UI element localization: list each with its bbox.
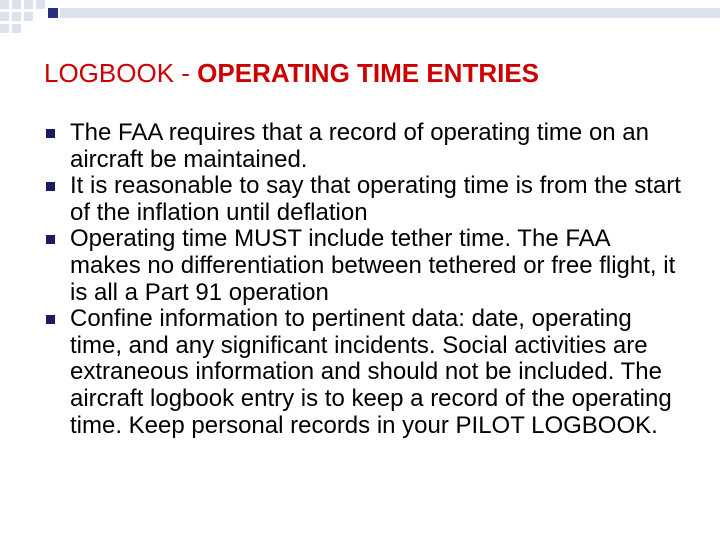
square-bullet-icon bbox=[46, 235, 55, 244]
deco-bar bbox=[60, 8, 720, 18]
bullet-text: The FAA requires that a record of operating time on an aircraft be maintained. bbox=[70, 119, 649, 173]
bullet-item bbox=[44, 226, 684, 306]
deco-square bbox=[48, 8, 58, 18]
slide-title bbox=[44, 54, 704, 92]
square-bullet-icon bbox=[46, 315, 55, 324]
slide-title-prefix: LOGBOOK - bbox=[44, 58, 198, 88]
slide-title-main: OPERATING TIME ENTRIES bbox=[197, 58, 540, 88]
deco-square bbox=[36, 0, 45, 9]
deco-square bbox=[0, 0, 9, 9]
square-bullet-icon bbox=[46, 129, 55, 138]
bullet-item bbox=[44, 306, 684, 439]
bullet-list bbox=[44, 120, 684, 439]
deco-square bbox=[12, 12, 21, 21]
bullet-text: It is reasonable to say that operating time is from the start of the inflation until deflation bbox=[70, 172, 681, 226]
deco-square bbox=[0, 12, 9, 21]
bullet-text: Confine information to pertinent data: date, operating time, and any significant incidents. Social activities are extraneous information and should not be included. The aircraft logbook entry is to keep a record of the operating time. Keep personal records in your PILOT LOGBOOK. bbox=[70, 305, 672, 439]
deco-square bbox=[12, 24, 21, 33]
deco-square bbox=[12, 0, 21, 9]
bullet-item bbox=[44, 120, 684, 173]
bullet-item bbox=[44, 173, 684, 226]
deco-square bbox=[24, 0, 33, 9]
deco-square bbox=[24, 12, 33, 21]
deco-square bbox=[0, 24, 9, 33]
slide-decoration bbox=[0, 0, 720, 40]
square-bullet-icon bbox=[46, 182, 55, 191]
bullet-text: Operating time MUST include tether time. The FAA makes no differentiation between tethered or free flight, it is all a Part 91 operation bbox=[70, 225, 676, 306]
